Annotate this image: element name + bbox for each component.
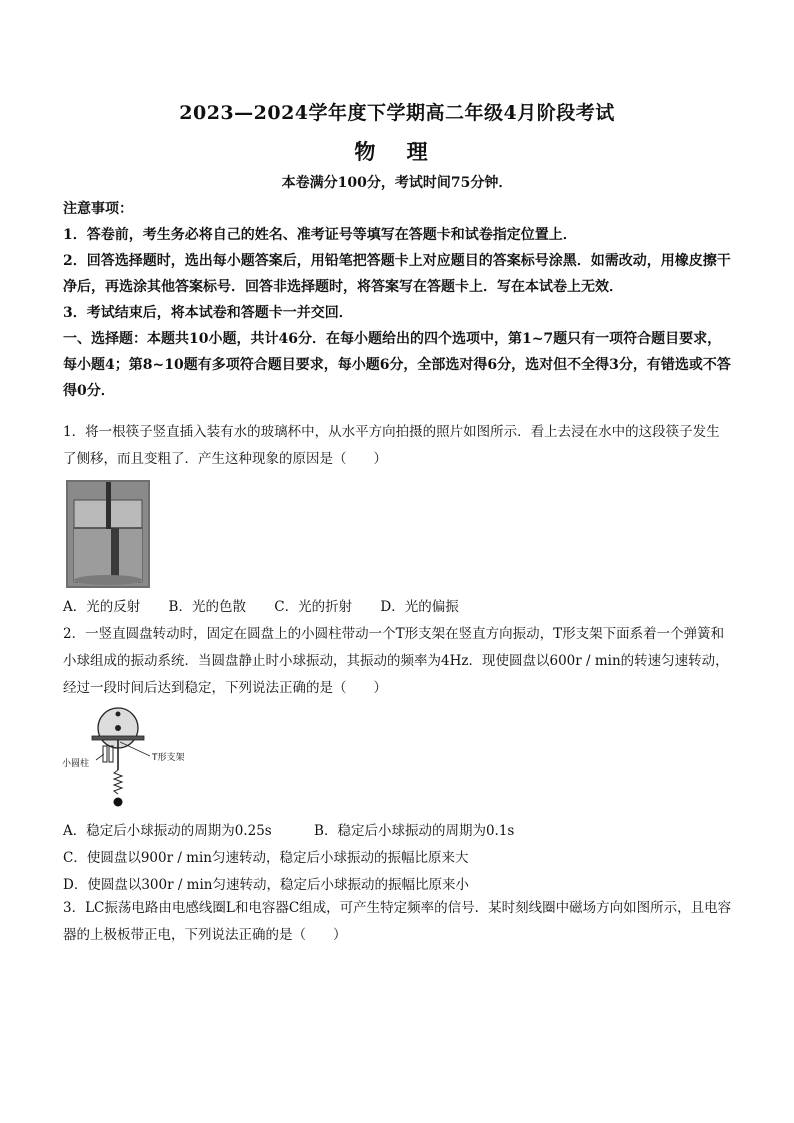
exam-title: 2023—2024学年度下学期高二年级4月阶段考试 — [179, 102, 615, 124]
notes-heading: 注意事项： — [63, 201, 133, 217]
q2-option-d[interactable]: D．使圆盘以300r / min匀速转动，稳定后小球振动的振幅比原来小 — [63, 877, 469, 893]
q1-option-a[interactable]: A．光的反射 — [63, 599, 141, 615]
question-1-text: 1．将一根筷子竖直插入装有水的玻璃杯中，从水平方向拍摄的照片如图所示．看上去浸在水中的这段筷子发生了侧移，而且变粗了．产生这种现象的原因是（ ） — [63, 424, 720, 467]
question-1-options — [63, 594, 733, 621]
q1-option-c[interactable]: C．光的折射 — [274, 599, 353, 615]
q2-option-c[interactable]: C．使圆盘以900r / min匀速转动，稳定后小球振动的振幅比原来大 — [63, 850, 469, 866]
label-t-frame: T形支架 — [152, 753, 185, 763]
question-2-text: 2．一竖直圆盘转动时，固定在圆盘上的小圆柱带动一个T形支架在竖直方向振动，T形支架下面系着一个弹簧和小球组成的振动系统．当圆盘静止时小球振动，其振动的频率为4Hz．现使圆盘以600r / min的转速匀速转动，经过一段时间后达到稳定，下列说法正确的是（ ） — [63, 626, 729, 696]
note-item: 1．答卷前，考生务必将自己的姓名、准考证号等填写在答题卡和试卷指定位置上． — [63, 227, 577, 243]
q2-option-b[interactable]: B．稳定后小球振动的周期为0.1s — [314, 823, 515, 839]
note-item: 2．回答选择题时，选出每小题答案后，用铅笔把答题卡上对应题目的答案标号涂黑．如需改动，用橡皮擦干净后，再选涂其他答案标号．回答非选择题时，将答案写在答题卡上．写在本试卷上无效． — [63, 253, 731, 295]
label-cylinder: 小圆柱 — [62, 759, 90, 769]
q2-option-a[interactable]: A．稳定后小球振动的周期为0.25s — [63, 823, 272, 839]
notes-section — [63, 196, 733, 404]
q1-option-d[interactable]: D．光的偏振 — [380, 599, 459, 615]
glass-chopstick-photo — [66, 480, 150, 588]
section-intro: 一、选择题：本题共10小题，共计46分．在每小题给出的四个选项中，第1~7题只有一项符合题目要求，每小题4；第8~10题有多项符合题目要求，每小题6分，全部选对得6分，选对但不全得3分，有错选或不答得0分． — [63, 331, 731, 399]
exam-info: 本卷满分100分，考试时间75分钟． — [281, 175, 513, 191]
note-item: 3．考试结束后，将本试卷和答题卡一并交回． — [63, 305, 353, 321]
subject-title: 物 理 — [354, 139, 440, 164]
disk-t-frame-diagram — [62, 706, 232, 812]
q1-option-b[interactable]: B．光的色散 — [168, 599, 246, 615]
question-3-text: 3．LC振荡电路由电感线圈L和电容器C组成，可产生特定频率的信号．某时刻线圈中磁场方向如图所示，且电容器的上极板带正电，下列说法正确的是（ ） — [63, 900, 732, 943]
question-2-options — [63, 818, 733, 899]
